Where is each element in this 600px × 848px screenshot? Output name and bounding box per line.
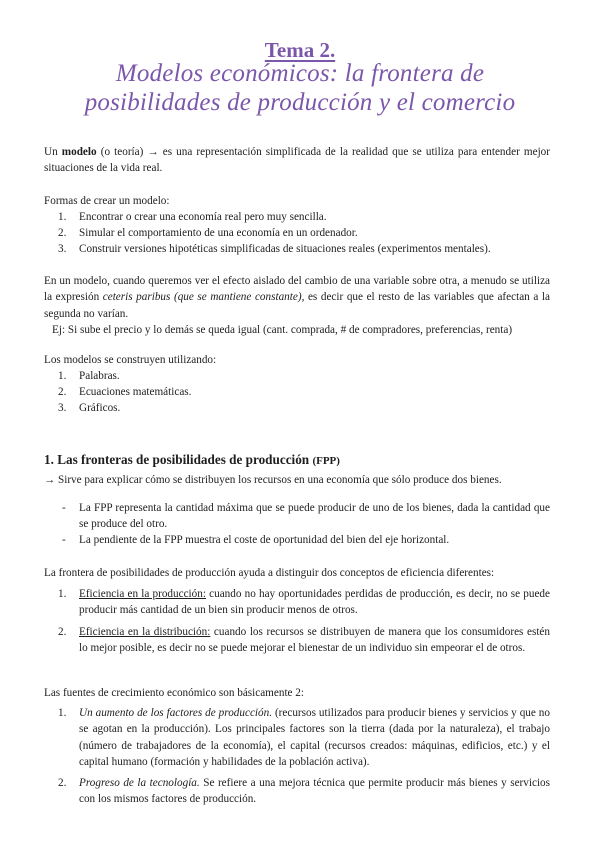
bullet-dash: -: [62, 534, 66, 546]
ceteris-italic: ceteris paribus (que se mantiene constante): [102, 291, 302, 304]
ways-item-number: 1.: [58, 211, 67, 223]
ways-item-number: 3.: [58, 243, 67, 255]
efficiency-item-distribution: [79, 624, 550, 657]
growth-number: 1.: [58, 707, 67, 719]
ways-item: Simular el comportamiento de una economía en un ordenador.: [79, 227, 358, 239]
efficiency-text: cuando los recursos se distribuyen de manera que los consumidores estén lo mejor posible, es decir no se puede mejorar el bienestar de un individuo sin empeorar el de otros.: [79, 626, 550, 655]
ways-item: Encontrar o crear una economía real pero muy sencilla.: [79, 211, 327, 223]
intro-after: (o teoría) → es una representación simplificada de la realidad que se utiliza para entender mejor situaciones de la vida real.: [44, 146, 550, 175]
section-1-arrow-line: → Sirve para explicar cómo se distribuyen los recursos en una economía que sólo produce dos bienes.: [44, 474, 502, 486]
chapter-title-line-2: posibilidades de producción y el comercio: [84, 89, 516, 116]
efficiency-number: 1.: [58, 588, 67, 600]
efficiency-label: Eficiencia en la producción:: [79, 588, 206, 600]
intro-paragraph: [44, 144, 550, 177]
growth-text: (recursos utilizados para producir bienes y servicios y que no se agotan en la producción). Los principales factores son la tierra (dada por la naturaleza), el trabajo (número de trabajadores de la economía), el capital (recursos creados: máquinas, edificios, etc.) y el capital humano (formación y habilidades de la población activa).: [79, 707, 550, 769]
build-item-number: 1.: [58, 370, 67, 382]
ceteris-after: , es decir que el resto de las variables que afectan a la segunda no varían.: [44, 291, 550, 320]
ceteris-example: Ej: Si sube el precio y lo demás se queda igual (cant. comprada, # de compradores, preferencias, renta): [52, 324, 513, 336]
efficiency-label: Eficiencia en la distribución:: [79, 626, 211, 638]
ceteris-before: En un modelo, cuando queremos ver el efecto aislado del cambio de una variable sobre otra, a menudo se utiliza la expresión: [44, 275, 550, 304]
growth-number: 2.: [58, 777, 67, 789]
build-item: Gráficos.: [79, 402, 121, 414]
efficiency-item-production: [79, 586, 550, 619]
efficiency-intro: La frontera de posibilidades de producción ayuda a distinguir dos conceptos de eficiencia diferentes:: [44, 567, 495, 579]
ways-item: Construir versiones hipotéticas simplificadas de situaciones reales (experimentos mentales).: [79, 243, 491, 255]
growth-item-technology: [79, 775, 550, 808]
intro-bold-term: modelo: [61, 146, 97, 158]
build-item: Palabras.: [79, 370, 120, 382]
chapter-title-line-1: Modelos económicos: la frontera de: [115, 60, 485, 87]
ceteris-paragraph: [44, 273, 550, 322]
build-item: Ecuaciones matemáticas.: [79, 386, 192, 398]
section-1-heading: [44, 452, 340, 468]
ways-heading: Formas de crear un modelo:: [44, 195, 170, 207]
intro-before: Un: [44, 146, 62, 158]
growth-text: Se refiere a una mejora técnica que permite producir más bienes y servicios con los mismos factores de producción.: [79, 777, 550, 806]
section-1-abbr: (FPP): [312, 455, 340, 467]
fpp-bullet: La pendiente de la FPP muestra el coste de oportunidad del bien del eje horizontal.: [79, 534, 450, 546]
growth-label: Un aumento de los factores de producción.: [79, 707, 273, 719]
section-1-title: 1. Las fronteras de posibilidades de producción: [44, 452, 310, 467]
build-item-number: 2.: [58, 386, 67, 398]
growth-item-factors: [79, 705, 550, 771]
efficiency-text: cuando no hay oportunidades perdidas de producción, es decir, no se puede producir más cantidad de un bien sin producir menos de otros.: [79, 588, 550, 617]
ways-item-number: 2.: [58, 227, 67, 239]
growth-label: Progreso de la tecnología.: [79, 777, 200, 789]
bullet-dash: -: [62, 502, 66, 514]
efficiency-number: 2.: [58, 626, 67, 638]
growth-intro: Las fuentes de crecimiento económico son básicamente 2:: [44, 687, 305, 699]
build-heading: Los modelos se construyen utilizando:: [44, 354, 217, 366]
fpp-bullet: La FPP representa la cantidad máxima que se puede producir de uno de los bienes, dada la cantidad que se produce del otro.: [79, 502, 550, 531]
chapter-number: Tema 2.: [264, 38, 336, 62]
build-item-number: 3.: [58, 402, 67, 414]
